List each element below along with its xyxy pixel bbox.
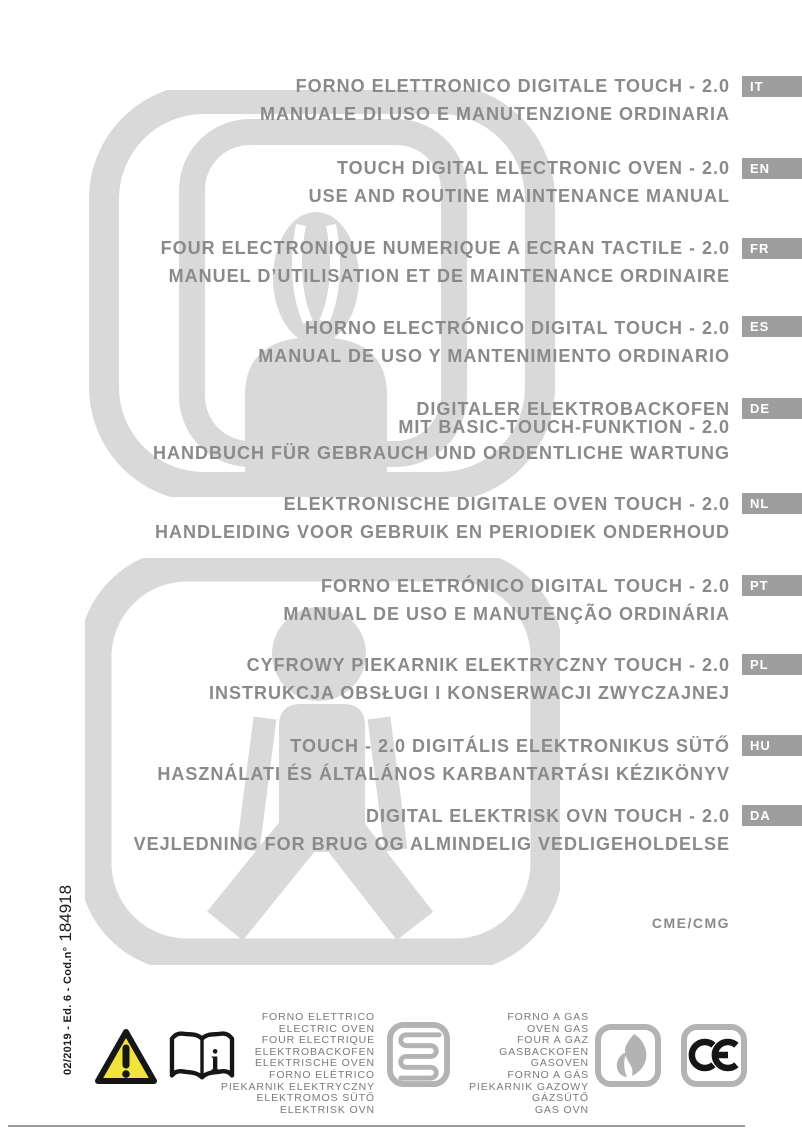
subtitle-de: HANDBUCH FÜR GEBRAUCH UND ORDENTLICHE WARTUNG [153, 443, 730, 463]
gas-oven-list [469, 1012, 589, 1116]
list-item: FORNO A GÁS [507, 1068, 589, 1081]
list-item: FORNO ELÉTRICO [269, 1068, 375, 1081]
lang-tag-pl: PL [742, 654, 802, 675]
lang-block-hu [157, 737, 730, 783]
list-item: OVEN GAS [526, 1022, 589, 1035]
lang-tag-da: DA [742, 805, 802, 826]
list-item: FORNO ELETTRICO [261, 1011, 375, 1023]
lang-block-fr [161, 239, 730, 285]
title-da: DIGITAL ELEKTRISK OVN TOUCH - 2.0 [365, 806, 730, 826]
lang-tag-en: EN [742, 158, 802, 179]
lang-block-en [309, 159, 730, 205]
lang-block-de [153, 400, 730, 462]
list-item: PIEKARNIK ELEKTRYCZNY [220, 1080, 375, 1093]
list-item: ELEKTROMOS SÜTŐ [256, 1092, 375, 1105]
svg-text:i: i [210, 1042, 220, 1078]
bottom-rule [8, 1125, 745, 1127]
product-code: CME/CMG [651, 915, 730, 931]
subtitle-nl: HANDLEIDING VOOR GEBRUIK EN PERIODIEK ONDERHOUD [154, 522, 730, 542]
subtitle-da: VEJLEDNING FOR BRUG OG ALMINDELIG VEDLIGEHOLDELSE [133, 834, 730, 854]
list-item: ELEKTRISCHE OVEN [254, 1057, 375, 1070]
lang-block-pl [209, 656, 730, 702]
lang-block-nl [155, 495, 730, 541]
title-fr: FOUR ELECTRONIQUE NUMERIQUE A ECRAN TACTILE - 2.0 [160, 238, 730, 258]
lang-block-es [258, 319, 730, 365]
list-item: ELECTRIC OVEN [278, 1022, 375, 1035]
title-es: HORNO ELECTRÓNICO DIGITAL TOUCH - 2.0 [304, 318, 730, 338]
spine-edition-code [56, 875, 78, 1075]
list-item: GASOVEN [530, 1057, 589, 1070]
title-de-line1: DIGITALER ELEKTROBACKOFEN [416, 399, 730, 419]
lang-block-it [260, 77, 730, 123]
subtitle-pt: MANUAL DE USO E MANUTENÇÃO ORDINÁRIA [283, 604, 730, 624]
lang-tag-es: ES [742, 316, 802, 337]
title-pl: CYFROWY PIEKARNIK ELEKTRYCZNY TOUCH - 2.0 [246, 655, 730, 675]
ce-mark-icon [681, 1024, 747, 1087]
subtitle-en: USE AND ROUTINE MAINTENANCE MANUAL [308, 186, 730, 206]
heating-element-icon [387, 1022, 450, 1087]
subtitle-hu: HASZNÁLATI ÉS ÁLTALÁNOS KARBANTARTÁSI KÉZIKÖNYV [157, 764, 730, 784]
title-en: TOUCH DIGITAL ELECTRONIC OVEN - 2.0 [336, 158, 730, 178]
list-item: FORNO A GAS [507, 1011, 589, 1023]
title-hu: TOUCH - 2.0 DIGITÁLIS ELEKTRONIKUS SÜTŐ [290, 736, 730, 756]
lang-tag-de: DE [742, 398, 802, 419]
spine-code-number: 184918 [56, 884, 75, 942]
list-item: ELEKTROBACKOFEN [254, 1045, 375, 1058]
list-item: PIEKARNIK GAZOWY [469, 1080, 589, 1093]
lang-block-pt [283, 577, 730, 623]
list-item: GAS OVN [534, 1103, 589, 1116]
subtitle-es: MANUAL DE USO Y MANTENIMIENTO ORDINARIO [258, 346, 730, 366]
lang-tag-it: IT [742, 76, 802, 97]
title-pt: FORNO ELETRÓNICO DIGITAL TOUCH - 2.0 [320, 576, 730, 596]
lang-tag-hu: HU [742, 735, 802, 756]
title-nl: ELEKTRONISCHE DIGITALE OVEN TOUCH - 2.0 [283, 494, 730, 514]
warning-icon [94, 1026, 158, 1088]
list-item: GÁZSÜTŐ [531, 1092, 589, 1105]
subtitle-fr: MANUEL D’UTILISATION ET DE MAINTENANCE ORDINAIRE [168, 266, 730, 286]
electric-oven-list [221, 1012, 375, 1116]
list-item: ELEKTRISK OVN [279, 1103, 375, 1116]
spine-edition-label: 02/2019 - Ed. 6 - Cod.n° [62, 946, 74, 1075]
list-item: FOUR ELECTRIQUE [261, 1034, 375, 1047]
subtitle-pl: INSTRUKCJA OBSŁUGI I KONSERWACJI ZWYCZAJNEJ [208, 683, 730, 703]
lang-tag-pt: PT [742, 575, 802, 596]
list-item: GASBACKOFEN [499, 1045, 589, 1058]
list-item: FOUR A GAZ [516, 1034, 589, 1047]
gas-flame-icon [595, 1024, 661, 1087]
title-de-line2: MIT BASIC-TOUCH-FUNKTION - 2.0 [398, 417, 730, 437]
subtitle-it: MANUALE DI USO E MANUTENZIONE ORDINARIA [260, 104, 730, 124]
lang-block-da [134, 807, 730, 853]
title-it: FORNO ELETTRONICO DIGITALE TOUCH - 2.0 [295, 76, 730, 96]
lang-tag-nl: NL [742, 493, 802, 514]
lang-tag-fr: FR [742, 238, 802, 259]
